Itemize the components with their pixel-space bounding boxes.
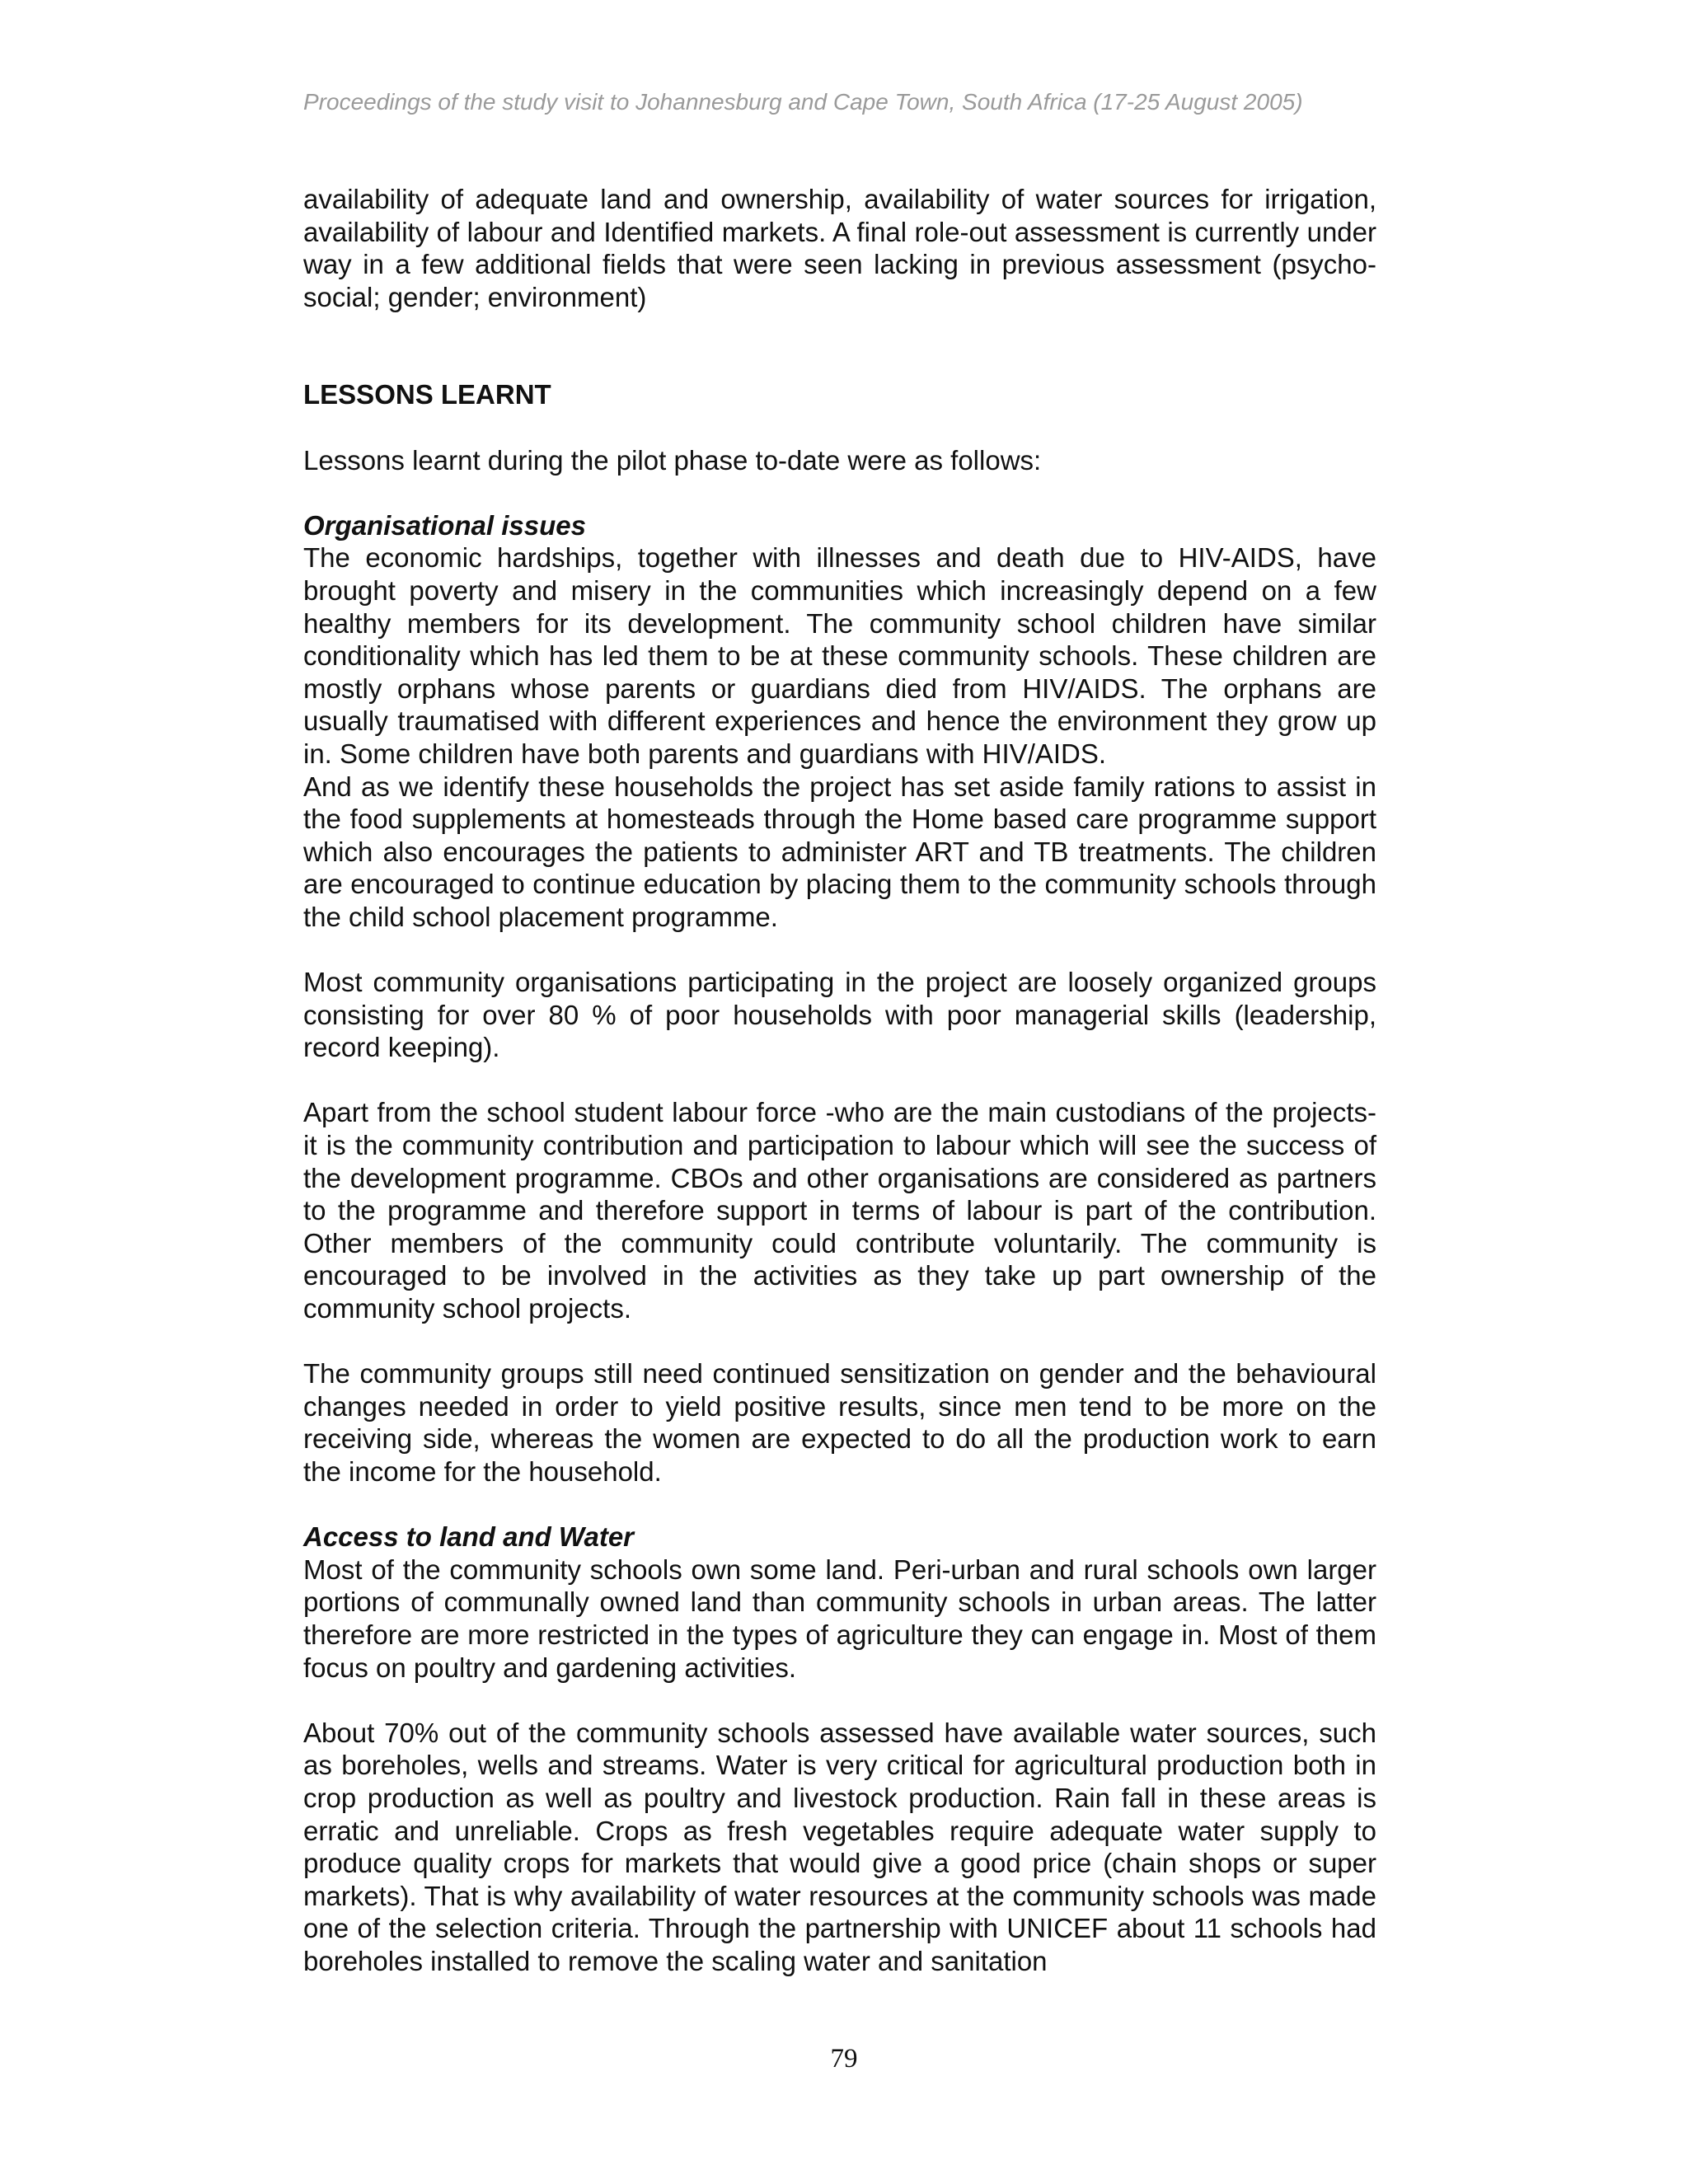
body-text (303, 183, 1376, 1977)
access-paragraph-2: About 70% out of the community schools assessed have available water sources, such as boreholes, wells and streams. Water is very critical for agricultural production both in crop production as well as poultry and livestock production. Rain fall in these areas is erratic and unreliable. Crops as fresh vegetables require adequate water supply to produce quality crops for markets that would give a good price (chain shops or super markets). That is why availability of water resources at the community schools was made one of the selection criteria. Through the partnership with UNICEF about 11 schools had boreholes installed to remove the scaling water and sanitation (303, 1717, 1376, 1976)
page-number: 79 (830, 2044, 858, 2074)
section-intro: Lessons learnt during the pilot phase to-date were as follows: (303, 444, 1042, 476)
access-land-water-heading: Access to land and Water (303, 1521, 635, 1553)
organisational-paragraph-3: Most community organisations participating in the project are loosely organized groups consisting for over 80 % of poor households with poor managerial skills (leadership, record keeping). (303, 967, 1376, 1063)
running-header: Proceedings of the study visit to Johannesburg and Cape Town, South Africa (17-25 August 2005) (303, 89, 1303, 115)
access-paragraph-1: Most of the community schools own some land. Peri-urban and rural schools own larger portions of communally owned land than community schools in urban areas. The latter therefore are more restricted in the types of agriculture they can engage in. Most of them focus on poultry and gardening activities. (303, 1554, 1376, 1683)
organisational-paragraph-4: Apart from the school student labour force -who are the main custodians of the projects- it is the community contribution and participation to labour which will see the success of the development programme. CBOs and other organisations are considered as partners to the programme and therefore support in terms of labour is part of the contribution. Other members of the community could contribute voluntarily. The community is encouraged to be involved in the activities as they take up part ownership of the community school projects. (303, 1097, 1376, 1324)
intro-paragraph: availability of adequate land and ownership, availability of water sources for irrigation, availability of labour and Identified markets. A final role-out assessment is currently under way in a few additional fields that were seen lacking in previous assessment (psycho-social; gender; environment) (303, 184, 1376, 312)
section-heading: LESSONS LEARNT (303, 379, 551, 410)
organisational-paragraph-5: The community groups still need continued sensitization on gender and the behavioural changes needed in order to yield positive results, since men tend to be more on the receiving side, whereas the women are expected to do all the production work to earn the income for the household. (303, 1358, 1376, 1487)
organisational-paragraph-2: And as we identify these households the project has set aside family rations to assist in the food supplements at homesteads through the Home based care programme support which also encourages the patients to administer ART and TB treatments. The children are encouraged to continue education by placing them to the community schools through the child school placement programme. (303, 771, 1376, 932)
organisational-issues-heading: Organisational issues (303, 509, 586, 541)
organisational-paragraph-1: The economic hardships, together with illnesses and death due to HIV-AIDS, have brought poverty and misery in the communities which increasingly depend on a few healthy members for its development. The community school children have similar conditionality which has led them to be at these community schools. These children are mostly orphans whose parents or guardians died from HIV/AIDS. The orphans are usually traumatised with different experiences and hence the environment they grow up in. Some children have both parents and guardians with HIV/AIDS. (303, 542, 1376, 769)
